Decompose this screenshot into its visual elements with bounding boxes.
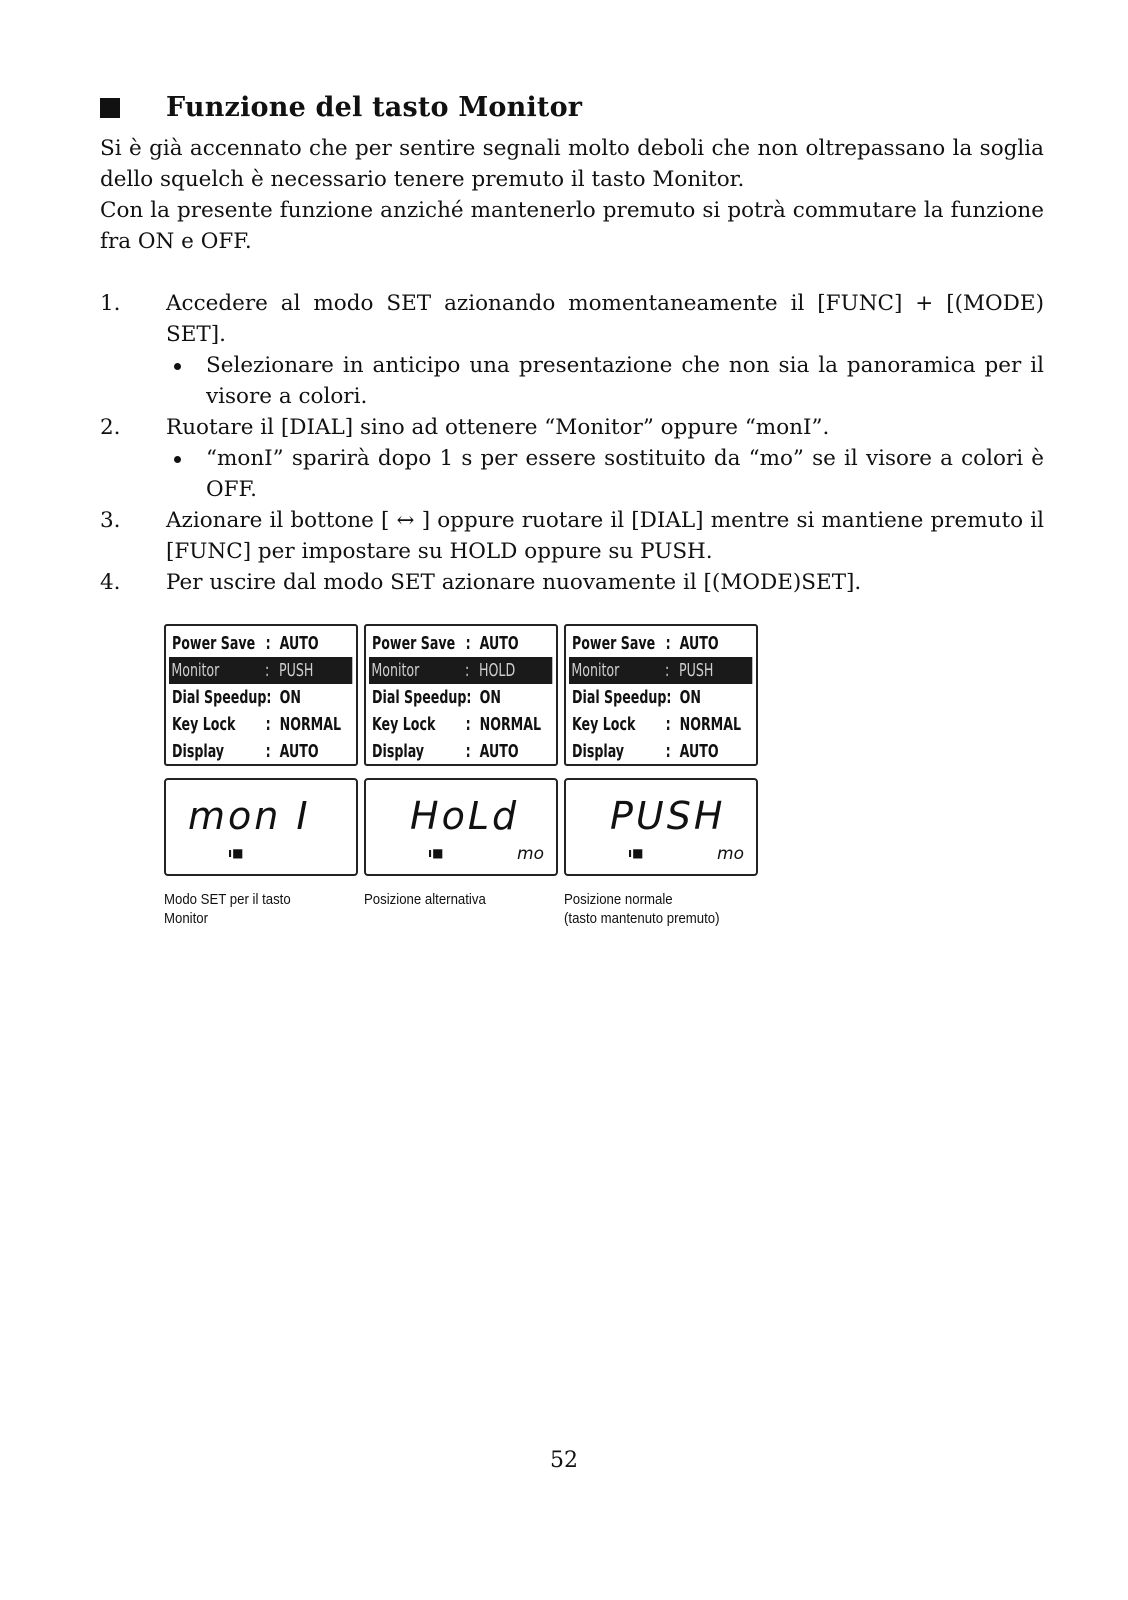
menu-label: Power Save [372, 633, 456, 654]
steps-list [100, 288, 1044, 598]
panel-caption: Posizione normale (tasto mantenuto premuto) [564, 891, 720, 927]
menu-value: PUSH [678, 660, 714, 681]
monitor-indicator-icon: ı■ [228, 846, 244, 860]
menu-value: NORMAL [279, 714, 342, 735]
lcd-readout: mon I [188, 794, 311, 838]
set-menu-screen [164, 624, 358, 766]
set-menu-screen [364, 624, 558, 766]
menu-label: Power Save [172, 633, 256, 654]
step-item [100, 412, 1044, 443]
bullet-dot-icon [174, 363, 181, 370]
panel-caption: Modo SET per il tasto Monitor [164, 891, 291, 927]
menu-label: Power Save [572, 633, 656, 654]
step-text: Per uscire dal modo SET azionare nuovamente il [(MODE)SET]. [166, 570, 862, 595]
menu-separator: : [465, 633, 471, 654]
menu-value: ON [679, 687, 701, 708]
menu-separator: : [465, 741, 471, 762]
menu-value: AUTO [679, 741, 719, 762]
menu-row-key-lock [572, 711, 751, 738]
menu-label: Key Lock [572, 714, 636, 735]
menu-value: ON [279, 687, 301, 708]
square-bullet-icon [100, 98, 120, 118]
menu-separator [666, 684, 680, 711]
menu-label: Display [572, 741, 625, 762]
bullet-item [166, 443, 1044, 505]
menu-value: HOLD [478, 660, 516, 681]
menu-row-key-lock [372, 711, 551, 738]
menu-separator: : [665, 741, 671, 762]
bullet-text: “monI” sparirà dopo 1 s per essere sostituito da “mo” se il visore a colori è OFF. [206, 446, 1044, 502]
intro-paragraph: Si è già accennato che per sentire segnali molto deboli che non oltrepassano la soglia dello squelch è necessario tenere premuto il tasto Monitor. [100, 136, 1044, 192]
monitor-indicator-icon: ı■ [628, 846, 644, 860]
step-note [100, 350, 1044, 412]
monitor-indicator-icon: ı■ [428, 846, 444, 860]
panel-caption: Posizione alternativa [364, 891, 486, 908]
menu-row-dial-speedup [172, 684, 351, 711]
mo-indicator: mo [517, 844, 544, 864]
menu-separator: : [265, 633, 271, 654]
menu-label: Dial Speedup: [372, 687, 472, 708]
step-item [100, 567, 1044, 598]
lcd-segment-display [564, 778, 758, 876]
lcd-segment-display [364, 778, 558, 876]
display-panel-set-mode [164, 624, 358, 928]
menu-row-key-lock [172, 711, 351, 738]
menu-value: AUTO [279, 741, 319, 762]
menu-label: Dial Speedup: [172, 687, 272, 708]
step-number: 1. [100, 291, 121, 316]
mo-indicator: mo [717, 844, 744, 864]
menu-separator [466, 684, 480, 711]
step-note [100, 443, 1044, 505]
menu-row-monitor-selected [569, 657, 752, 684]
step-text: Azionare il bottone [ ↔ ] oppure ruotare il [DIAL] mentre si mantiene premuto il [FUNC] per impostare su HOLD oppure su PUSH. [166, 508, 1044, 564]
menu-label: Dial Speedup: [572, 687, 672, 708]
menu-row-power-save [172, 630, 351, 657]
menu-row-display [172, 738, 351, 765]
step-text: Accedere al modo SET azionando momentaneamente il [FUNC] + [(MODE) SET]. [166, 291, 1044, 347]
section-heading [100, 92, 582, 123]
lcd-segment-display [164, 778, 358, 876]
menu-label: Monitor [371, 660, 420, 681]
menu-row-display [572, 738, 751, 765]
display-illustrations [164, 624, 774, 927]
menu-value: AUTO [479, 741, 519, 762]
display-panel-hold [364, 624, 558, 909]
bullet-dot-icon [174, 456, 181, 463]
display-panel-push [564, 624, 758, 928]
menu-separator: : [665, 633, 671, 654]
menu-value: ON [479, 687, 501, 708]
menu-value: PUSH [278, 660, 314, 681]
menu-label: Display [172, 741, 225, 762]
menu-row-dial-speedup [572, 684, 751, 711]
step-number: 4. [100, 570, 121, 595]
menu-label: Key Lock [372, 714, 436, 735]
menu-label: Monitor [571, 660, 620, 681]
menu-value: AUTO [679, 633, 719, 654]
menu-separator: : [264, 660, 270, 681]
menu-value: NORMAL [679, 714, 742, 735]
step-item [100, 505, 1044, 567]
menu-row-dial-speedup [372, 684, 551, 711]
menu-separator: : [664, 660, 670, 681]
bullet-item [166, 350, 1044, 412]
menu-separator: : [665, 714, 671, 735]
menu-row-display [372, 738, 551, 765]
set-menu-screen [564, 624, 758, 766]
menu-separator: : [464, 660, 470, 681]
step-number: 2. [100, 415, 121, 440]
menu-row-power-save [572, 630, 751, 657]
menu-separator: : [465, 714, 471, 735]
lcd-readout: PUSH [610, 794, 726, 838]
menu-separator [266, 684, 280, 711]
menu-value: AUTO [279, 633, 319, 654]
intro-paragraph: Con la presente funzione anziché mantenerlo premuto si potrà commutare la funzione fra ON e OFF. [100, 198, 1044, 254]
lcd-readout: HoLd [410, 794, 520, 838]
menu-value: AUTO [479, 633, 519, 654]
intro-text [100, 133, 1044, 257]
menu-row-monitor-selected [369, 657, 552, 684]
menu-separator: : [265, 714, 271, 735]
menu-row-power-save [372, 630, 551, 657]
menu-label: Key Lock [172, 714, 236, 735]
step-text: Ruotare il [DIAL] sino ad ottenere “Monitor” oppure “monI”. [166, 415, 830, 440]
menu-label: Monitor [171, 660, 220, 681]
menu-value: NORMAL [479, 714, 542, 735]
page-number: 52 [550, 1448, 578, 1473]
step-item [100, 288, 1044, 350]
bullet-text: Selezionare in anticipo una presentazione che non sia la panoramica per il visore a colori. [206, 353, 1044, 409]
section-title: Funzione del tasto Monitor [166, 92, 583, 123]
step-number: 3. [100, 508, 121, 533]
menu-row-monitor-selected [169, 657, 352, 684]
menu-separator: : [265, 741, 271, 762]
menu-label: Display [372, 741, 425, 762]
